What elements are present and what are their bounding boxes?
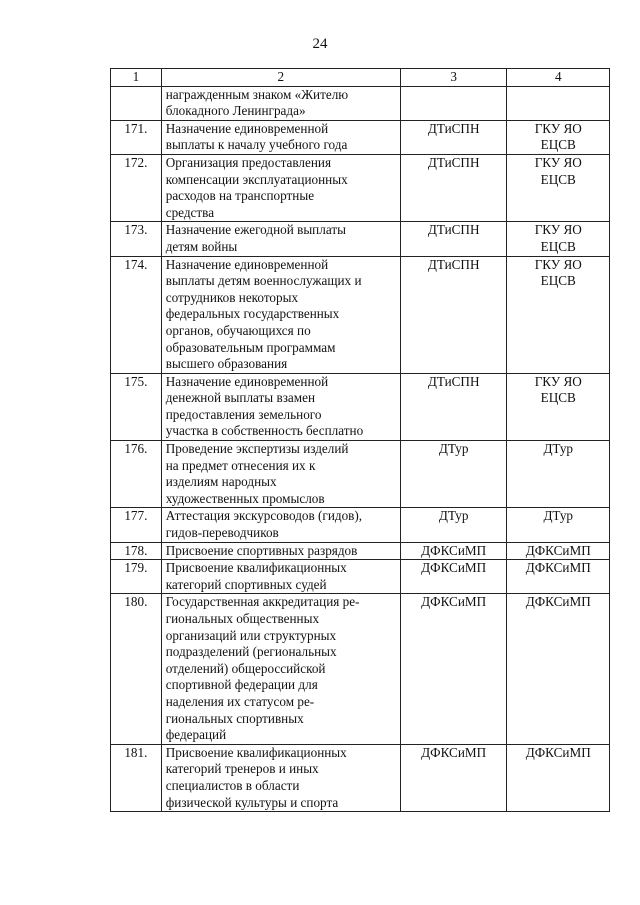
table-row xyxy=(111,154,610,221)
service-name-line: детям войны xyxy=(165,238,238,254)
authority-col-4 xyxy=(507,373,610,440)
authority-col-4-line: ГКУ ЯО xyxy=(534,120,582,136)
authority-col-4-line: ГКУ ЯО xyxy=(534,256,582,272)
authority-col-4-line: ГКУ ЯО xyxy=(534,373,582,389)
service-name-line: образовательным программам xyxy=(165,339,336,355)
service-name-line: подразделений (региональных xyxy=(165,644,337,660)
row-number: 172. xyxy=(111,154,162,221)
authority-col-4 xyxy=(507,560,610,594)
services-table xyxy=(110,68,610,812)
authority-col-4 xyxy=(507,222,610,256)
row-number: 179. xyxy=(111,560,162,594)
authority-col-3-line: ДТиСПН xyxy=(427,256,480,272)
authority-col-4-line: ДТур xyxy=(543,508,574,524)
service-name-line: федераций xyxy=(165,727,227,743)
authority-col-4-line: ДФКСиМП xyxy=(525,560,591,576)
service-name-line: спортивной федерации для xyxy=(165,677,318,693)
table-row xyxy=(111,441,610,508)
row-number: 173. xyxy=(111,222,162,256)
authority-col-3-line: ДТиСПН xyxy=(427,222,480,238)
authority-col-3-line: ДТиСПН xyxy=(427,154,480,170)
service-name-line: художественных промыслов xyxy=(165,490,325,506)
table-row xyxy=(111,542,610,560)
service-name-line: Государственная аккредитация ре- xyxy=(165,594,360,610)
service-name xyxy=(161,86,400,120)
service-name xyxy=(161,441,400,508)
table-row xyxy=(111,86,610,120)
authority-col-4-line: ЕЦСВ xyxy=(540,238,576,254)
authority-col-3-line: ДТур xyxy=(438,441,469,457)
authority-col-4 xyxy=(507,154,610,221)
service-name-line: специалистов в области xyxy=(165,777,300,793)
service-name-line: Назначение ежегодной выплаты xyxy=(165,222,346,238)
authority-col-3 xyxy=(400,86,507,120)
header-col-1: 1 xyxy=(111,69,162,87)
authority-col-4 xyxy=(507,120,610,154)
service-name-line: гиональных спортивных xyxy=(165,710,304,726)
authority-col-4 xyxy=(507,594,610,744)
table-row xyxy=(111,256,610,373)
service-name-line: Назначение единовременной xyxy=(165,120,329,136)
service-name-line: Проведение экспертизы изделий xyxy=(165,441,349,457)
authority-col-4-line: ЕЦСВ xyxy=(540,390,576,406)
authority-col-3-line: ДФКСиМП xyxy=(421,560,487,576)
service-name xyxy=(161,560,400,594)
service-name-line: гидов-переводчиков xyxy=(165,525,279,541)
authority-col-3-line: ДТиСПН xyxy=(427,120,480,136)
table-row xyxy=(111,744,610,811)
service-name-line: средства xyxy=(165,204,215,220)
service-name-line: денежной выплаты взамен xyxy=(165,390,316,406)
table-row xyxy=(111,222,610,256)
row-number: 181. xyxy=(111,744,162,811)
row-number: 176. xyxy=(111,441,162,508)
service-name xyxy=(161,373,400,440)
service-name-line: органов, обучающихся по xyxy=(165,322,311,338)
authority-col-3 xyxy=(400,222,507,256)
authority-col-3-line: ДФКСиМП xyxy=(421,542,487,558)
table-row xyxy=(111,560,610,594)
authority-col-4-line: ГКУ ЯО xyxy=(534,222,582,238)
authority-col-4 xyxy=(507,86,610,120)
authority-col-4-line: ДФКСиМП xyxy=(525,594,591,610)
authority-col-3 xyxy=(400,594,507,744)
service-name-line: гиональных общественных xyxy=(165,611,320,626)
authority-col-4-line: ЕЦСВ xyxy=(540,171,576,187)
authority-col-3 xyxy=(400,373,507,440)
service-name-line: блокадного Ленинграда» xyxy=(165,103,306,119)
service-name-line: выплаты детям военнослужащих и xyxy=(165,273,362,289)
service-name xyxy=(161,508,400,542)
authority-col-3-line: ДТиСПН xyxy=(427,373,480,389)
service-name-line: федеральных государственных xyxy=(165,306,340,322)
service-name-line: расходов на транспортные xyxy=(165,188,315,204)
service-name-line: категорий спортивных судей xyxy=(165,576,327,592)
service-name xyxy=(161,256,400,373)
service-name-line: предоставления земельного xyxy=(165,406,322,422)
table-row xyxy=(111,373,610,440)
service-name-line: Аттестация экскурсоводов (гидов), xyxy=(165,508,363,524)
service-name-line: организаций или структурных xyxy=(165,627,337,643)
row-number xyxy=(111,86,162,120)
service-name-line: Присвоение квалификационных xyxy=(165,560,347,576)
service-name-line: на предмет отнесения их к xyxy=(165,457,316,473)
authority-col-4-line: ДФКСиМП xyxy=(525,542,591,558)
authority-col-3 xyxy=(400,560,507,594)
service-name-line: высшего образования xyxy=(165,356,288,372)
service-name-line: категорий тренеров и иных xyxy=(165,761,319,777)
authority-col-4 xyxy=(507,542,610,560)
authority-col-4 xyxy=(507,256,610,373)
service-name xyxy=(161,120,400,154)
service-name xyxy=(161,222,400,256)
service-name-line: Присвоение спортивных разрядов xyxy=(165,542,358,558)
authority-col-4-line: ДФКСиМП xyxy=(525,744,591,760)
authority-col-3 xyxy=(400,441,507,508)
authority-col-3 xyxy=(400,542,507,560)
authority-col-3 xyxy=(400,256,507,373)
row-number: 175. xyxy=(111,373,162,440)
header-col-4: 4 xyxy=(507,69,610,87)
authority-col-3-line: ДФКСиМП xyxy=(421,594,487,610)
authority-col-4-line: ЕЦСВ xyxy=(540,137,576,153)
authority-col-4 xyxy=(507,441,610,508)
service-name xyxy=(161,594,400,744)
service-name xyxy=(161,154,400,221)
row-number: 178. xyxy=(111,542,162,560)
row-number: 180. xyxy=(111,594,162,744)
service-name-line: награжденным знаком «Жителю xyxy=(165,86,349,102)
service-name xyxy=(161,542,400,560)
service-name-line: изделиям народных xyxy=(165,474,277,490)
service-name-line: Назначение единовременной xyxy=(165,256,329,272)
authority-col-4-line: ЕЦСВ xyxy=(540,273,576,289)
service-name-line: Организация предоставления xyxy=(165,154,332,170)
service-name-line: выплаты к началу учебного года xyxy=(165,137,348,153)
service-name-line: отделений) общероссийской xyxy=(165,660,326,676)
authority-col-3-line: ДТур xyxy=(438,508,469,524)
row-number: 171. xyxy=(111,120,162,154)
authority-col-3-line: ДФКСиМП xyxy=(421,744,487,760)
service-name-line: компенсации эксплуатационных xyxy=(165,171,348,187)
table-row xyxy=(111,508,610,542)
row-number: 174. xyxy=(111,256,162,373)
page-number: 24 xyxy=(312,36,328,52)
authority-col-4-line: ГКУ ЯО xyxy=(534,154,582,170)
service-name-line: Присвоение квалификационных xyxy=(165,744,347,760)
service-name-line: сотрудников некоторых xyxy=(165,289,299,305)
authority-col-4-line: ДТур xyxy=(543,441,574,457)
service-name-line: наделения их статусом ре- xyxy=(165,693,315,709)
authority-col-4 xyxy=(507,744,610,811)
service-name xyxy=(161,744,400,811)
service-name-line: физической культуры и спорта xyxy=(165,794,339,810)
header-col-3: 3 xyxy=(400,69,507,87)
table-row xyxy=(111,120,610,154)
authority-col-3 xyxy=(400,154,507,221)
table-header-row xyxy=(111,69,610,87)
service-name-line: участка в собственность бесплатно xyxy=(165,423,364,439)
authority-col-3 xyxy=(400,508,507,542)
authority-col-4 xyxy=(507,508,610,542)
row-number: 177. xyxy=(111,508,162,542)
authority-col-3 xyxy=(400,120,507,154)
authority-col-3 xyxy=(400,744,507,811)
header-col-2: 2 xyxy=(161,69,400,87)
table-row xyxy=(111,594,610,744)
service-name-line: Назначение единовременной xyxy=(165,373,329,389)
